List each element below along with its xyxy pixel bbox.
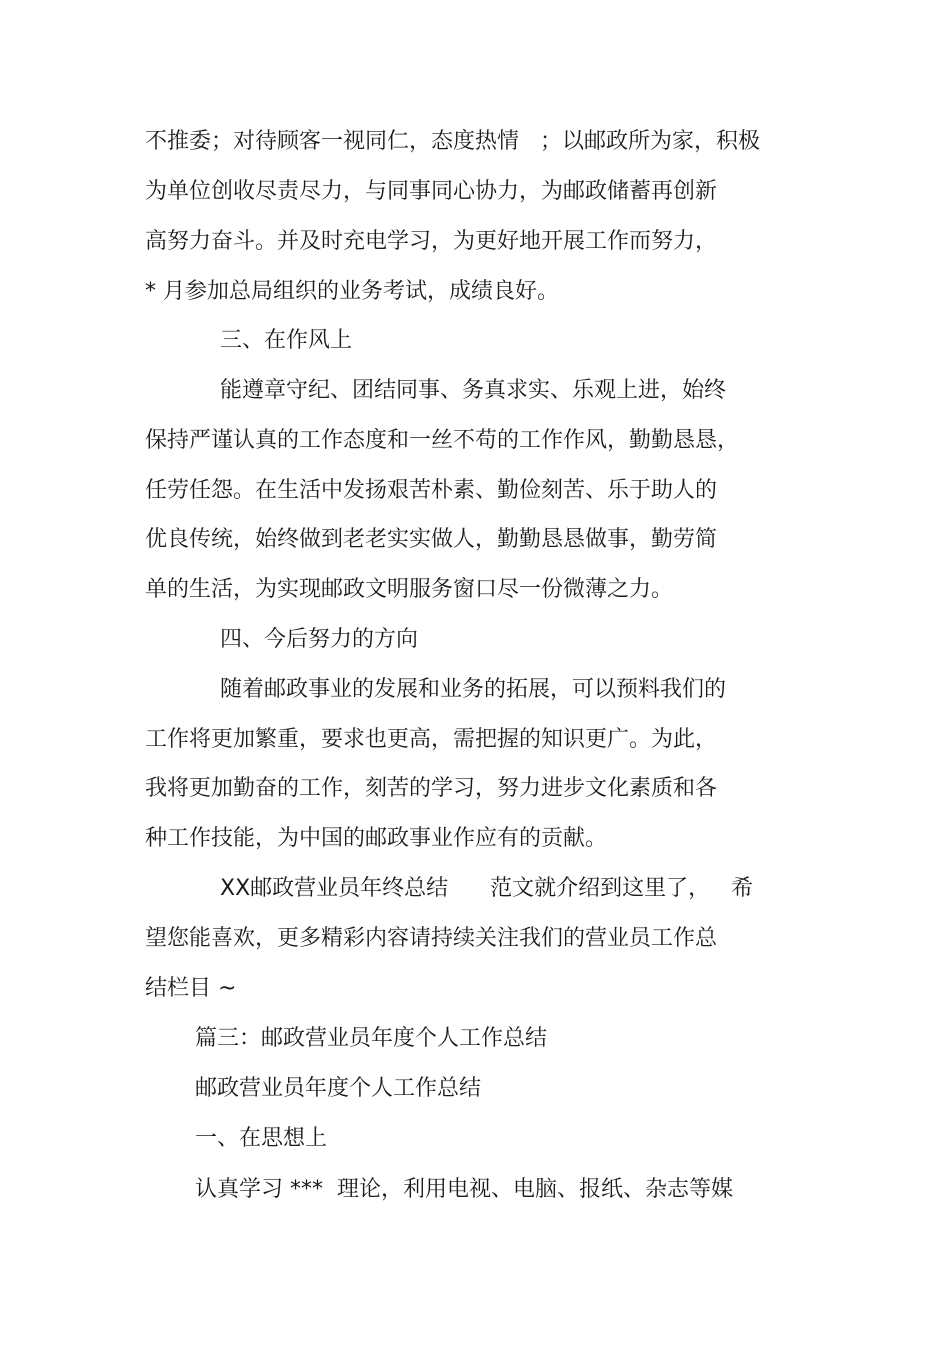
section-heading: 一、在思想上 <box>195 1126 328 1151</box>
section-heading: 四、今后努力的方向 <box>220 627 419 652</box>
body-text-line: 随着邮政事业的发展和业务的拓展，可以预料我们的 <box>220 677 727 702</box>
body-text-line: * 月参加总局组织的业务考试，成绩良好。 <box>145 279 559 304</box>
article-title: 篇三：邮政营业员年度个人工作总结 <box>195 1026 548 1051</box>
body-text-line: 我将更加勤奋的工作，刻苦的学习，努力进步文化素质和各 <box>145 776 718 801</box>
body-text-line: 望您能喜欢，更多精彩内容请持续关注我们的营业员工作总 <box>145 926 718 951</box>
body-text-line: 种工作技能，为中国的邮政事业作应有的贡献。 <box>145 826 608 851</box>
section-heading: 三、在作风上 <box>220 328 353 353</box>
body-text-line: 不推委；对待顾客一视同仁，态度热情 ；以邮政所为家，积极 <box>145 129 760 154</box>
body-text-line: 单的生活，为实现邮政文明服务窗口尽一份微薄之力。 <box>145 577 674 602</box>
body-text-line: XX邮政营业员年终总结 范文就介绍到这里了， 希 <box>220 876 754 901</box>
body-text-line: 认真学习 *** 理论，利用电视、电脑、报纸、杂志等媒 <box>195 1177 733 1202</box>
body-text-line: 高努力奋斗。并及时充电学习，为更好地开展工作而努力， <box>145 229 718 254</box>
body-text-line: 优良传统，始终做到老老实实做人，勤勤恳恳做事，勤劳简 <box>145 527 718 552</box>
body-text-line: 任劳任怨。在生活中发扬艰苦朴素、勤俭刻苦、乐于助人的 <box>145 478 718 503</box>
body-text-line: 结栏目 ~ <box>145 976 237 1001</box>
body-text-line: 为单位创收尽责尽力，与同事同心协力，为邮政储蓄再创新 <box>145 179 718 204</box>
body-text-line: 能遵章守纪、团结同事、务真求实、乐观上进，始终 <box>220 378 727 403</box>
body-text-line: 保持严谨认真的工作态度和一丝不苟的工作作风，勤勤恳恳， <box>145 428 740 453</box>
body-text-line: 工作将更加繁重，要求也更高，需把握的知识更广。为此， <box>145 727 718 752</box>
article-subtitle: 邮政营业员年度个人工作总结 <box>195 1076 482 1101</box>
